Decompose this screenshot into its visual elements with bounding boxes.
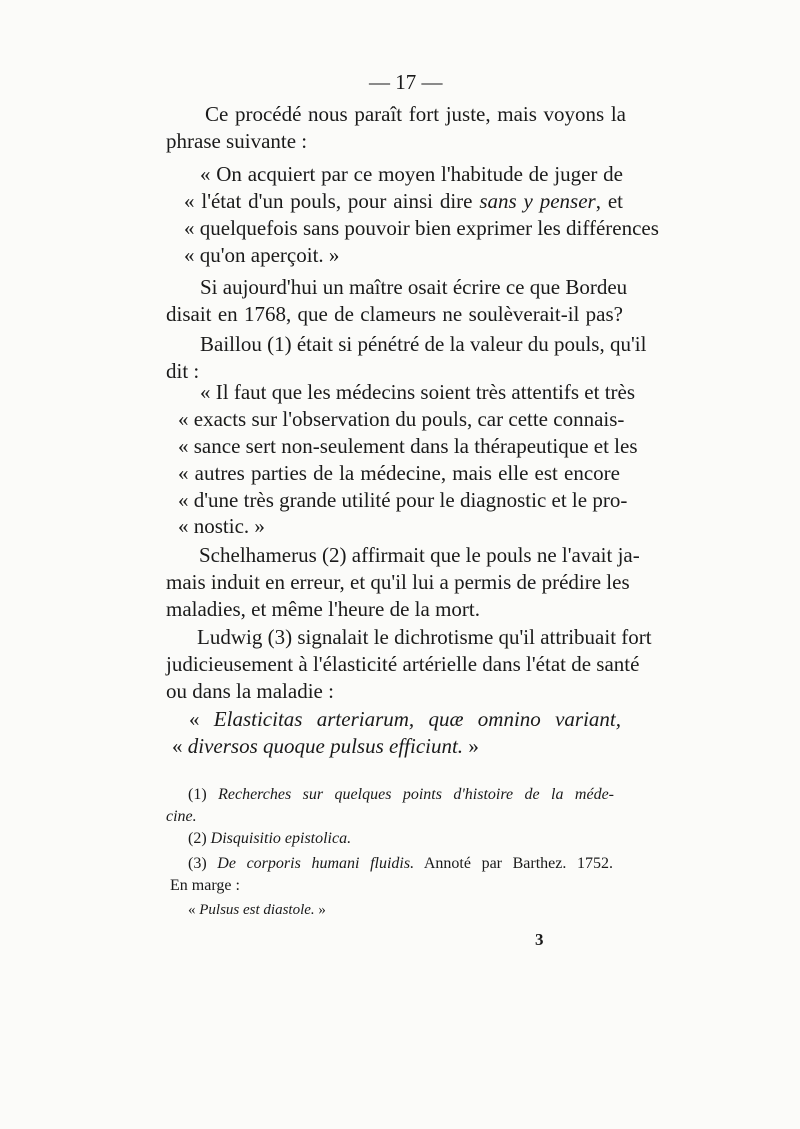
quote-line: « exacts sur l'observation du pouls, car cette connais- [178,407,625,431]
quote-line: « sance sert non-seulement dans la thérapeutique et les [178,434,638,458]
page-number: — 17 — [369,70,443,94]
body-line: maladies, et même l'heure de la mort. [166,597,480,621]
footnote-line: (1) Recherches sur quelques points d'histoire de la méde- [188,786,615,803]
quote-line: « autres parties de la médecine, mais elle est encore [178,461,620,485]
footnote-line: (2) Disquisitio epistolica. [188,830,352,847]
quote-line: « l'état d'un pouls, pour ainsi dire sans y penser, et [184,189,624,213]
body-line: judicieusement à l'élasticité artérielle dans l'état de santé [166,652,640,676]
body-line: phrase suivante : [166,129,308,153]
signature-mark: 3 [535,930,544,949]
footnote-line: (3) De corporis humani fluidis. Annoté par Barthez. 1752. [188,855,614,872]
footnote-line: « Pulsus est diastole. » [188,902,326,918]
body-line: disait en 1768, que de clameurs ne soulèverait-il pas? [166,302,623,326]
body-line: dit : [166,359,200,383]
quote-line: « Il faut que les médecins soient très attentifs et très [200,380,636,404]
quote-line: « Elasticitas arteriarum, quæ omnino variant, [189,707,621,731]
quote-line: « d'une très grande utilité pour le diagnostic et le pro- [178,488,628,512]
body-line: Si aujourd'hui un maître osait écrire ce que Bordeu [200,275,628,299]
quote-line: « On acquiert par ce moyen l'habitude de juger de [200,162,623,186]
quote-line: « qu'on aperçoit. » [184,243,340,267]
body-line: Ce procédé nous paraît fort juste, mais voyons la [205,102,626,126]
footnote-line: En marge : [170,877,240,894]
body-line: Baillou (1) était si pénétré de la valeur du pouls, qu'il [200,332,647,356]
body-line: mais induit en erreur, et qu'il lui a permis de prédire les [166,570,630,594]
footnote-line: cine. [166,808,197,825]
quote-line: « diversos quoque pulsus efficiunt. » [172,734,479,758]
body-line: ou dans la maladie : [166,679,334,703]
quote-line: « quelquefois sans pouvoir bien exprimer les différences [184,216,659,240]
quote-line: « nostic. » [178,514,265,538]
body-line: Schelhamerus (2) affirmait que le pouls ne l'avait ja- [199,543,640,567]
body-line: Ludwig (3) signalait le dichrotisme qu'il attribuait fort [197,625,652,649]
